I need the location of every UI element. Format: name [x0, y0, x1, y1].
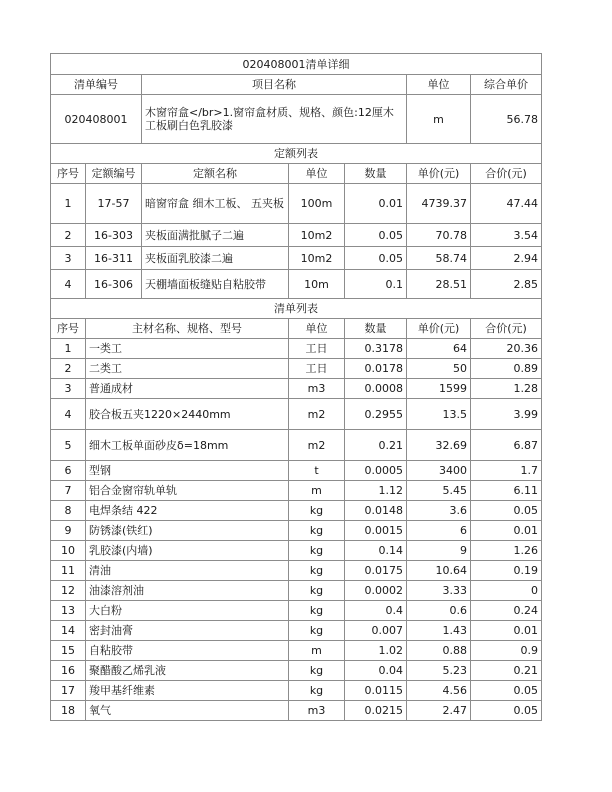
material-seq: 6 [51, 461, 86, 481]
material-qty: 0.4 [345, 601, 407, 621]
quota-seq: 1 [51, 184, 86, 224]
material-row [51, 661, 542, 681]
material-price: 50 [407, 359, 471, 379]
material-name: 型钢 [86, 461, 289, 481]
material-total: 0.24 [471, 601, 542, 621]
material-price: 9 [407, 541, 471, 561]
bill-name: 木窗帘盒</br>1.窗帘盒材质、规格、颜色:12厘木工板刷白色乳胶漆 [142, 95, 407, 144]
material-qty: 0.0008 [345, 379, 407, 399]
material-qty: 0.0005 [345, 461, 407, 481]
material-total: 0.05 [471, 501, 542, 521]
quota-qty: 0.05 [345, 247, 407, 270]
quota-price: 58.74 [407, 247, 471, 270]
quota-row [51, 270, 542, 299]
quota-header-row [51, 164, 542, 184]
material-qty: 0.0178 [345, 359, 407, 379]
material-qty: 0.0148 [345, 501, 407, 521]
quota-total: 2.94 [471, 247, 542, 270]
quota-unit-header: 单位 [289, 164, 345, 184]
material-total: 0 [471, 581, 542, 601]
material-unit: m [289, 481, 345, 501]
material-price-header: 单价(元) [407, 319, 471, 339]
bill-unit: m [407, 95, 471, 144]
material-unit: kg [289, 561, 345, 581]
bill-header-row [51, 75, 542, 95]
material-qty: 0.14 [345, 541, 407, 561]
material-seq: 8 [51, 501, 86, 521]
material-total: 1.7 [471, 461, 542, 481]
material-total: 0.21 [471, 661, 542, 681]
material-qty: 0.0015 [345, 521, 407, 541]
material-price: 13.5 [407, 399, 471, 430]
page-title: 020408001清单详细 [51, 54, 542, 75]
material-qty: 0.0215 [345, 701, 407, 721]
quota-price-header: 单价(元) [407, 164, 471, 184]
material-price: 6 [407, 521, 471, 541]
material-unit: m3 [289, 379, 345, 399]
quota-name: 夹板面乳胶漆二遍 [142, 247, 289, 270]
quota-seq: 2 [51, 224, 86, 247]
material-seq: 14 [51, 621, 86, 641]
quota-price: 4739.37 [407, 184, 471, 224]
material-row [51, 581, 542, 601]
material-total: 1.28 [471, 379, 542, 399]
material-name: 二类工 [86, 359, 289, 379]
quota-code: 16-311 [86, 247, 142, 270]
material-seq: 15 [51, 641, 86, 661]
material-row [51, 359, 542, 379]
bill-code: 020408001 [51, 95, 142, 144]
material-seq: 17 [51, 681, 86, 701]
material-total: 0.89 [471, 359, 542, 379]
material-row [51, 601, 542, 621]
bill-price: 56.78 [471, 95, 542, 144]
material-seq: 11 [51, 561, 86, 581]
quota-name: 天棚墙面板缝贴自粘胶带 [142, 270, 289, 299]
quota-unit: 10m2 [289, 224, 345, 247]
material-name: 大白粉 [86, 601, 289, 621]
bill-price-header: 综合单价 [471, 75, 542, 95]
material-unit: m2 [289, 399, 345, 430]
material-row [51, 481, 542, 501]
quota-seq: 4 [51, 270, 86, 299]
material-header-row [51, 319, 542, 339]
quota-section-row [51, 144, 542, 164]
material-price: 3400 [407, 461, 471, 481]
material-section-row [51, 299, 542, 319]
material-name: 乳胶漆(内墙) [86, 541, 289, 561]
material-total: 20.36 [471, 339, 542, 359]
material-price: 2.47 [407, 701, 471, 721]
material-seq: 16 [51, 661, 86, 681]
quota-seq-header: 序号 [51, 164, 86, 184]
quota-code: 16-303 [86, 224, 142, 247]
quota-qty-header: 数量 [345, 164, 407, 184]
material-row [51, 339, 542, 359]
material-row [51, 461, 542, 481]
material-name: 电焊条结 422 [86, 501, 289, 521]
material-name: 普通成材 [86, 379, 289, 399]
quota-row [51, 224, 542, 247]
quota-code: 16-306 [86, 270, 142, 299]
material-seq: 12 [51, 581, 86, 601]
material-price: 5.45 [407, 481, 471, 501]
material-total: 6.11 [471, 481, 542, 501]
quota-price: 28.51 [407, 270, 471, 299]
bill-name-header: 项目名称 [142, 75, 407, 95]
material-seq: 18 [51, 701, 86, 721]
material-price: 64 [407, 339, 471, 359]
material-unit: kg [289, 681, 345, 701]
material-price: 5.23 [407, 661, 471, 681]
material-row [51, 621, 542, 641]
material-price: 0.6 [407, 601, 471, 621]
material-total: 6.87 [471, 430, 542, 461]
material-qty: 0.04 [345, 661, 407, 681]
material-unit: m [289, 641, 345, 661]
material-unit: kg [289, 621, 345, 641]
material-total: 0.01 [471, 621, 542, 641]
material-total: 0.01 [471, 521, 542, 541]
material-total: 0.05 [471, 701, 542, 721]
material-row [51, 521, 542, 541]
material-seq: 4 [51, 399, 86, 430]
material-seq: 13 [51, 601, 86, 621]
material-row [51, 399, 542, 430]
material-row [51, 561, 542, 581]
material-price: 10.64 [407, 561, 471, 581]
material-seq: 10 [51, 541, 86, 561]
material-row [51, 681, 542, 701]
quota-section-title: 定额列表 [51, 144, 542, 164]
quota-unit: 10m [289, 270, 345, 299]
material-qty: 1.02 [345, 641, 407, 661]
quota-total: 47.44 [471, 184, 542, 224]
material-name: 羧甲基纤维素 [86, 681, 289, 701]
material-qty-header: 数量 [345, 319, 407, 339]
quota-price: 70.78 [407, 224, 471, 247]
material-row [51, 641, 542, 661]
material-total: 0.9 [471, 641, 542, 661]
material-seq: 7 [51, 481, 86, 501]
quota-total: 3.54 [471, 224, 542, 247]
material-name: 密封油膏 [86, 621, 289, 641]
material-seq: 9 [51, 521, 86, 541]
material-unit: 工日 [289, 359, 345, 379]
material-unit-header: 单位 [289, 319, 345, 339]
material-price: 3.6 [407, 501, 471, 521]
material-name: 清油 [86, 561, 289, 581]
material-unit: kg [289, 541, 345, 561]
quota-code-header: 定额编号 [86, 164, 142, 184]
material-unit: kg [289, 661, 345, 681]
quota-qty: 0.01 [345, 184, 407, 224]
quota-total: 2.85 [471, 270, 542, 299]
material-seq: 2 [51, 359, 86, 379]
material-seq-header: 序号 [51, 319, 86, 339]
material-price: 1599 [407, 379, 471, 399]
material-seq: 5 [51, 430, 86, 461]
quota-qty: 0.1 [345, 270, 407, 299]
material-price: 32.69 [407, 430, 471, 461]
bill-detail-table [50, 53, 542, 721]
quota-name: 暗窗帘盒 细木工板、 五夹板 [142, 184, 289, 224]
material-unit: 工日 [289, 339, 345, 359]
quota-row [51, 184, 542, 224]
material-row [51, 501, 542, 521]
quota-code: 17-57 [86, 184, 142, 224]
material-total: 1.26 [471, 541, 542, 561]
material-name: 细木工板单面砂皮δ=18mm [86, 430, 289, 461]
quota-unit: 10m2 [289, 247, 345, 270]
material-name-header: 主材名称、规格、型号 [86, 319, 289, 339]
material-price: 0.88 [407, 641, 471, 661]
title-row [51, 54, 542, 75]
material-row [51, 701, 542, 721]
material-unit: t [289, 461, 345, 481]
material-row [51, 430, 542, 461]
material-unit: kg [289, 601, 345, 621]
material-qty: 0.0115 [345, 681, 407, 701]
bill-unit-header: 单位 [407, 75, 471, 95]
material-row [51, 379, 542, 399]
material-unit: m3 [289, 701, 345, 721]
material-unit: kg [289, 501, 345, 521]
material-name: 聚醋酸乙烯乳液 [86, 661, 289, 681]
material-name: 油漆溶剂油 [86, 581, 289, 601]
quota-name: 夹板面满批腻子二遍 [142, 224, 289, 247]
material-name: 自粘胶带 [86, 641, 289, 661]
material-price: 4.56 [407, 681, 471, 701]
bill-code-header: 清单编号 [51, 75, 142, 95]
material-seq: 1 [51, 339, 86, 359]
material-seq: 3 [51, 379, 86, 399]
material-total-header: 合价(元) [471, 319, 542, 339]
material-price: 3.33 [407, 581, 471, 601]
material-qty: 0.21 [345, 430, 407, 461]
material-price: 1.43 [407, 621, 471, 641]
material-section-title: 清单列表 [51, 299, 542, 319]
material-unit: m2 [289, 430, 345, 461]
quota-qty: 0.05 [345, 224, 407, 247]
quota-name-header: 定额名称 [142, 164, 289, 184]
material-qty: 0.3178 [345, 339, 407, 359]
material-unit: kg [289, 521, 345, 541]
material-name: 一类工 [86, 339, 289, 359]
quota-total-header: 合价(元) [471, 164, 542, 184]
material-name: 氧气 [86, 701, 289, 721]
material-qty: 0.007 [345, 621, 407, 641]
material-qty: 1.12 [345, 481, 407, 501]
material-total: 0.19 [471, 561, 542, 581]
material-total: 3.99 [471, 399, 542, 430]
material-unit: kg [289, 581, 345, 601]
bill-row [51, 95, 542, 144]
material-name: 胶合板五夹1220×2440mm [86, 399, 289, 430]
material-name: 铝合金窗帘轨单轨 [86, 481, 289, 501]
material-qty: 0.2955 [345, 399, 407, 430]
material-row [51, 541, 542, 561]
quota-unit: 100m [289, 184, 345, 224]
quota-row [51, 247, 542, 270]
material-qty: 0.0002 [345, 581, 407, 601]
material-name: 防锈漆(铁红) [86, 521, 289, 541]
material-total: 0.05 [471, 681, 542, 701]
material-qty: 0.0175 [345, 561, 407, 581]
quota-seq: 3 [51, 247, 86, 270]
